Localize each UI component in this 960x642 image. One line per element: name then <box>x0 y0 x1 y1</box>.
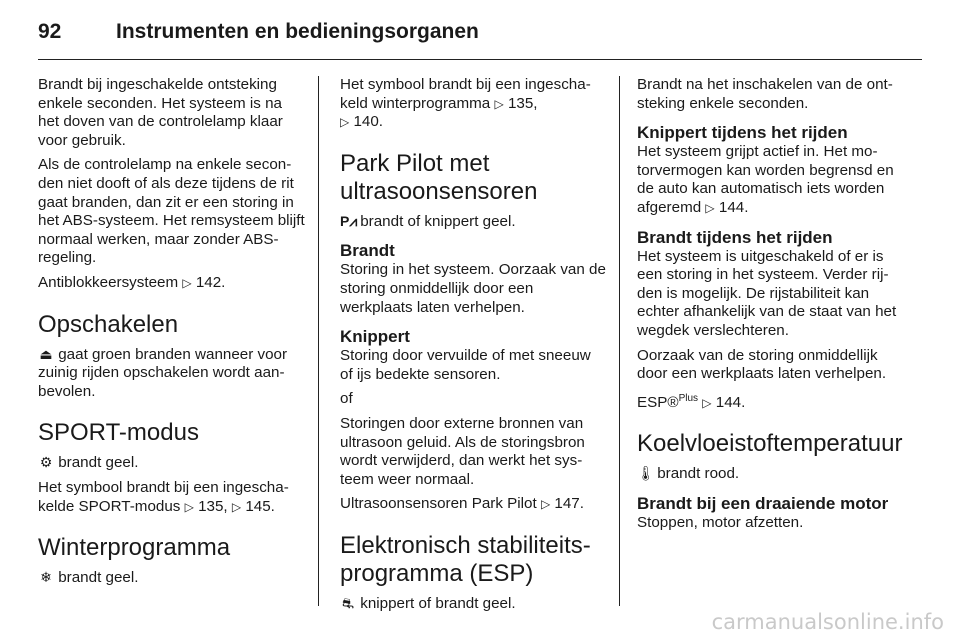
heading-koelvloeistof: Koelvloeistoftemperatuur <box>637 430 903 458</box>
coolant-paragraph: 🌡 brandt rood. <box>637 465 740 483</box>
sport-mode-icon: ⚙ <box>39 454 53 471</box>
reference-arrow-icon: ▷ <box>231 499 242 514</box>
upshift-icon: ⏏ <box>39 345 53 362</box>
heading-knippert-rijden: Knippert tijdens het rijden <box>637 123 848 143</box>
brandt-rijden-paragraph-1: Het systeem is uitgeschakeld of er is een storing in het systeem. Verder rijden is mogelijk. De rijstabiliteit kan echter afhankelijk van de staat van het wegdek verslechteren. <box>637 247 897 339</box>
brandt-rijden-paragraph-2: Oorzaak van de storing onmiddellijk door een werkplaats laten verhelpen. <box>637 346 887 383</box>
page-number: 92 <box>38 20 62 43</box>
heading-draaiende-motor: Brandt bij een draaiende motor <box>637 493 889 513</box>
watermark: carmanualsonline.info <box>711 610 944 634</box>
heading-brandt: Brandt <box>340 241 395 261</box>
page-header <box>38 20 479 46</box>
heading-brandt-rijden: Brandt tijdens het rijden <box>637 227 833 247</box>
reference-arrow-icon: ▷ <box>182 275 192 290</box>
column-divider-2 <box>619 76 620 606</box>
coolant-temperature-icon: 🌡 <box>637 465 655 482</box>
knippert-paragraph-1: Storing door vervuilde of met sneeuw of ijs bedekte sensoren. <box>340 347 591 383</box>
reference-arrow-icon: ▷ <box>184 499 194 514</box>
esp-plus-reference: ESP®$^{Plus}$ ▷ 144. <box>637 392 746 411</box>
heading-esp: Elektronisch stabiliteitsprogramma (ESP) <box>340 531 591 587</box>
column-2 <box>340 76 606 620</box>
esp-paragraph: ⛐ knippert of brandt geel. <box>341 594 516 612</box>
reference-arrow-icon: ▷ <box>702 395 712 410</box>
knippert-paragraph-2: Storingen door externe bronnen van ultrasoon geluid. Als de storingsbron wordt verwijderd, dan werkt het systeem weer normaal. <box>340 414 585 488</box>
park-pilot-reference: Ultrasoonsensoren Park Pilot ▷ 147. <box>340 495 584 513</box>
park-pilot-icon: P⩘ <box>340 212 358 229</box>
heading-opschakelen: Opschakelen <box>38 310 179 338</box>
reference-arrow-icon: ▷ <box>494 96 504 111</box>
abs-paragraph-1: Brandt bij ingeschakelde ontsteking enkele seconden. Het systeem is na het doven van de controlelamp klaar voor gebruik. <box>38 76 283 149</box>
knippert-rijden-paragraph: Het systeem grijpt actief in. Het motorvermogen kan worden begrensd en de auto kan automatisch iets worden afgeremd ▷ 144. <box>637 143 894 216</box>
heading-winterprogramma: Winterprogramma <box>38 534 231 562</box>
park-pilot-paragraph: P⩘ brandt of knippert geel. <box>340 212 516 230</box>
abs-reference: Antiblokkeersysteem ▷ 142. <box>38 273 226 291</box>
knippert-or: of <box>340 390 353 408</box>
reference-arrow-icon: ▷ <box>540 497 551 512</box>
winter-paragraph: ❄ brandt geel. <box>38 568 306 588</box>
reference-arrow-icon: ▷ <box>340 115 350 130</box>
draaiende-motor-paragraph: Stoppen, motor afzetten. <box>637 513 804 531</box>
sport-paragraph-2: Het symbool brandt bij een ingeschakelde SPORT-modus ▷ 135, ▷ 145. <box>38 478 289 515</box>
reference-arrow-icon: ▷ <box>705 200 715 215</box>
upshift-paragraph: ⏏ gaat groen branden wanneer voor zuinig rijden opschakelen wordt aanbevolen. <box>38 345 288 400</box>
heading-knippert: Knippert <box>340 327 410 347</box>
sport-paragraph-1: ⚙ brandt geel. <box>39 454 139 472</box>
column-1 <box>38 76 306 594</box>
esp-paragraph-1: Brandt na het inschakelen van de ontsteking enkele seconden. <box>637 76 893 112</box>
column-divider-1 <box>318 76 319 606</box>
page-title: Instrumenten en bedieningsorganen <box>116 20 479 43</box>
heading-sport-modus: SPORT-modus <box>38 419 199 447</box>
winter-paragraph-2: Het symbool brandt bij een ingeschakeld winterprogramma ▷ 135, ▷ 140. <box>340 76 591 131</box>
snowflake-icon: ❄ <box>40 569 52 586</box>
column-3 <box>637 76 905 539</box>
brandt-paragraph: Storing in het systeem. Oorzaak van de storing onmiddellijk door een werkplaats laten verhelpen. <box>340 261 606 316</box>
header-rule <box>38 59 922 60</box>
esp-icon: ⛐ <box>341 594 355 611</box>
heading-park-pilot: Park Pilot met ultrasoonsensoren <box>340 149 538 205</box>
abs-paragraph-2: Als de controlelamp na enkele seconden niet dooft of als deze tijdens de rit gaat branden, dan zit er een storing in het ABS-systeem. Het remsysteem blijft normaal werken, maar zonder ABS-regeling. <box>38 156 305 267</box>
